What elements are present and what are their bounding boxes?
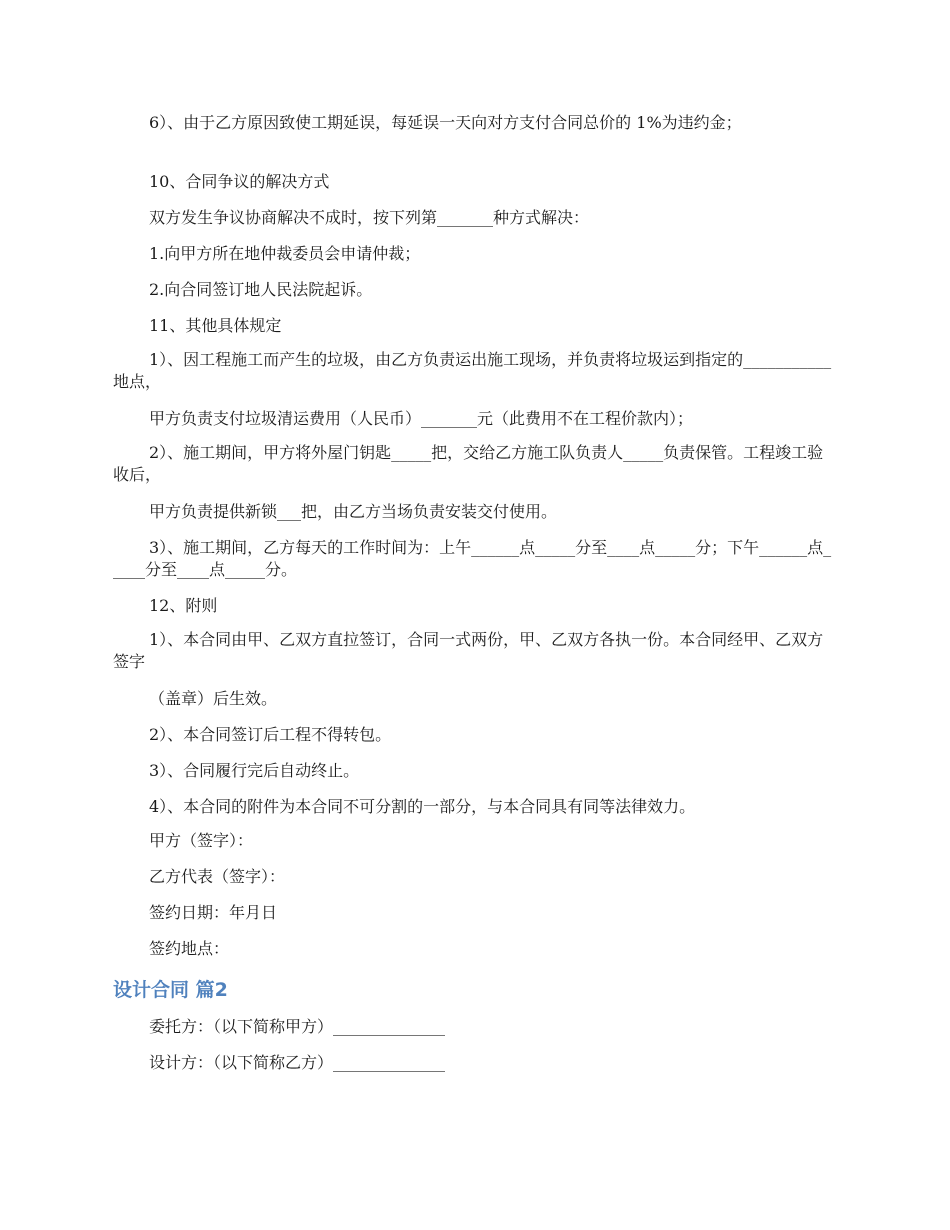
clause-6-delay-penalty: 6）、由于乙方原因致使工期延误，每延误一天向对方支付合同总价的 1%为违约金； (149, 113, 742, 132)
dispute-option-2: 2.向合同签订地人民法院起诉。 (149, 280, 373, 299)
seal-effective-text: （盖章）后生效。 (149, 689, 278, 708)
signing-location: 签约地点： (149, 939, 230, 958)
new-lock-text: 甲方负责提供新锁___把，由乙方当场负责安装交付使用。 (149, 502, 558, 521)
dispute-resolution-text: 双方发生争议协商解决不成时，按下列第_______种方式解决： (149, 208, 590, 227)
designer-party-line: 设计方：（以下简称乙方）______________ (149, 1053, 446, 1072)
signing-date: 签约日期：年月日 (149, 903, 278, 922)
party-b-signature: 乙方代表（签字）： (149, 867, 286, 886)
garbage-fee-text: 甲方负责支付垃圾清运费用（人民币）_______元（此费用不在工程价款内）； (149, 409, 694, 428)
section-11-title: 11、其他具体规定 (149, 316, 282, 335)
clause-1-garbage: 1）、因工程施工而产生的垃圾，由乙方负责运出施工现场，并负责将垃圾运到指定的___________地点， (113, 350, 832, 391)
clause-4-attachments: 4）、本合同的附件为本合同不可分割的一部分，与本合同具有同等法律效力。 (149, 797, 696, 816)
party-a-signature: 甲方（签字）： (149, 831, 254, 850)
section-10-title: 10、合同争议的解决方式 (149, 172, 330, 191)
client-party-line: 委托方：（以下简称甲方）______________ (149, 1017, 446, 1036)
clause-2-no-subcontract: 2）、本合同签订后工程不得转包。 (149, 725, 392, 744)
section-heading-design-contract: 设计合同 篇2 (113, 979, 228, 1001)
clause-2-keys: 2）、施工期间，甲方将外屋门钥匙_____把，交给乙方施工队负责人_____负责保管。工程竣工验收后， (113, 443, 824, 484)
dispute-option-1: 1.向甲方所在地仲裁委员会申请仲裁； (149, 244, 421, 263)
clause-3-working-hours: 3）、施工期间，乙方每天的工作时间为：上午______点_____分至____点_____分；下午______点_____分至____点_____分。 (113, 538, 832, 579)
section-12-title: 12、附则 (149, 596, 218, 615)
clause-1-signing: 1）、本合同由甲、乙双方直拉签订，合同一式两份，甲、乙双方各执一份。本合同经甲、乙双方签字 (113, 630, 824, 671)
clause-3-termination: 3）、合同履行完后自动终止。 (149, 761, 360, 780)
